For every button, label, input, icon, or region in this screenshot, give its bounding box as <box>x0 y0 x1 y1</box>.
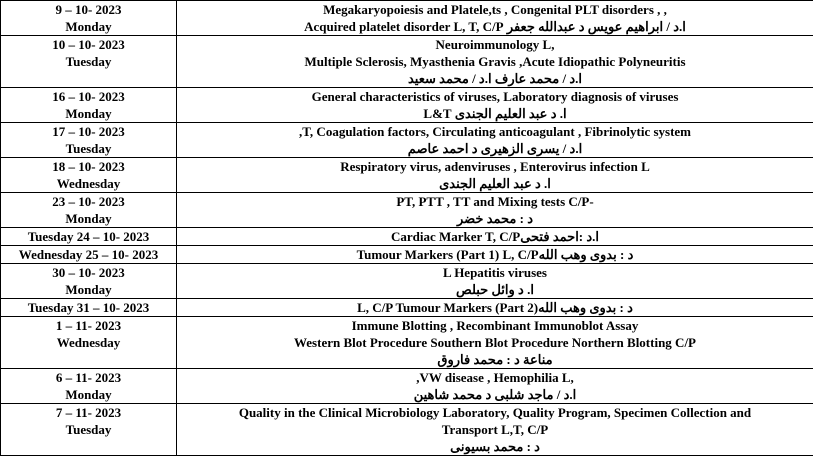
topic-cell <box>177 299 813 317</box>
topic-text: PT, PTT , TT and Mixing tests C/P- <box>396 194 594 209</box>
schedule-row <box>1 123 813 158</box>
date-cell <box>1 228 177 246</box>
date-text: 9 – 10- 2023 <box>55 2 122 17</box>
date-cell <box>1 369 177 404</box>
lecturer-text: Tumour Markers (Part 1) L, C/Pد : بدوى وهب الله <box>356 247 634 262</box>
date-text: 16 – 10- 2023 <box>52 89 125 104</box>
date-text: 1 – 11- 2023 <box>55 318 122 333</box>
topic-text: ,T, Coagulation factors, Circulating anticoagulant , Fibrinolytic system <box>298 124 692 139</box>
schedule-body <box>1 1 813 456</box>
lecturer-text: L, C/P Tumour Markers (Part 2)د : بدوى وهب الله <box>357 300 633 315</box>
topic-cell <box>177 228 813 246</box>
lecturer-text: د : محمد خضر <box>456 211 534 226</box>
topic-text: Megakaryopoiesis and Platele,ts , Congenital PLT disorders , , <box>323 2 667 17</box>
topic-text: Western Blot Procedure Southern Blot Procedure Northern Blotting C/P <box>294 335 696 350</box>
topic-cell <box>177 36 813 88</box>
date-cell <box>1 317 177 369</box>
topic-text: Quality in the Clinical Microbiology Laboratory, Quality Program, Specimen Collection and <box>238 405 752 420</box>
lecturer-text: ا.د / ماجد شلبى د محمد شاهين <box>413 387 577 402</box>
date-cell <box>1 1 177 36</box>
weekday-text: Wednesday <box>56 335 121 350</box>
schedule-row <box>1 1 813 36</box>
weekday-text: Monday <box>65 211 112 226</box>
weekday-text: Monday <box>65 106 112 121</box>
weekday-text: Monday <box>65 282 112 297</box>
schedule-row <box>1 264 813 299</box>
lecturer-text: Cardiac Marker T, C/Pا.د :احمد فتحى <box>390 229 600 244</box>
weekday-text: Tuesday <box>65 54 112 69</box>
lecturer-text: ا. د عبد العليم الجندى L&T <box>423 106 567 121</box>
schedule-row <box>1 36 813 88</box>
weekday-text: Tuesday <box>65 422 112 437</box>
date-cell <box>1 36 177 88</box>
date-text: 6 – 11- 2023 <box>55 370 122 385</box>
lecturer-text: ا.د / محمد عارف ا.د / محمد سعيد <box>407 71 583 86</box>
date-cell <box>1 88 177 123</box>
topic-text: Transport L,T, C/P <box>441 422 549 437</box>
schedule-row <box>1 88 813 123</box>
topic-cell <box>177 317 813 369</box>
date-text: Tuesday 24 – 10- 2023 <box>27 229 150 244</box>
date-cell <box>1 193 177 228</box>
topic-text: Respiratory virus, adenviruses , Enterovirus infection L <box>340 159 650 174</box>
lecturer-text: ا.د / يسرى الزهيرى د احمد عاصم <box>407 141 583 156</box>
schedule-row <box>1 246 813 264</box>
schedule-row <box>1 404 813 456</box>
topic-text: ,VW disease , Hemophilia L, <box>416 370 574 385</box>
date-cell <box>1 264 177 299</box>
lecturer-text: ا. د عبد العليم الجندى <box>439 176 551 191</box>
date-cell <box>1 404 177 456</box>
date-text: Wednesday 25 – 10- 2023 <box>18 247 159 262</box>
topic-cell <box>177 1 813 36</box>
topic-cell <box>177 158 813 193</box>
schedule-row <box>1 317 813 369</box>
topic-text: Neuroimmunology L, <box>435 37 555 52</box>
schedule-row <box>1 369 813 404</box>
topic-text: Immune Blotting , Recombinant Immunoblot Assay <box>351 318 639 333</box>
schedule-row <box>1 158 813 193</box>
date-text: 23 – 10- 2023 <box>52 194 125 209</box>
lecturer-text: ا. د وائل حبلص <box>456 282 534 297</box>
lecturer-text: مناعة د : محمد فاروق <box>437 352 553 367</box>
schedule-row <box>1 228 813 246</box>
topic-cell <box>177 264 813 299</box>
schedule-row <box>1 193 813 228</box>
date-text: 17 – 10- 2023 <box>52 124 125 139</box>
date-cell <box>1 246 177 264</box>
date-text: 30 – 10- 2023 <box>52 265 125 280</box>
weekday-text: Wednesday <box>56 176 121 191</box>
topic-text: L Hepatitis viruses <box>442 265 547 280</box>
topic-text: Multiple Sclerosis, Myasthenia Gravis ,Acute Idiopathic Polyneuritis <box>304 54 686 69</box>
topic-cell <box>177 193 813 228</box>
weekday-text: Monday <box>65 387 112 402</box>
weekday-text: Monday <box>65 19 112 34</box>
topic-cell <box>177 88 813 123</box>
topic-cell <box>177 404 813 456</box>
lecturer-text: ا.د / ابراهيم عويس د عبدالله جعفر Acquired platelet disorder L, T, C/P <box>304 19 686 34</box>
schedule-row <box>1 299 813 317</box>
topic-cell <box>177 369 813 404</box>
date-cell <box>1 123 177 158</box>
weekday-text: Tuesday <box>65 141 112 156</box>
date-cell <box>1 158 177 193</box>
date-cell <box>1 299 177 317</box>
date-text: 7 – 11- 2023 <box>55 405 122 420</box>
lecturer-text: د : محمد بسيونى <box>450 439 540 454</box>
topic-cell <box>177 246 813 264</box>
topic-text: General characteristics of viruses, Laboratory diagnosis of viruses <box>311 89 679 104</box>
date-text: 10 – 10- 2023 <box>52 37 125 52</box>
date-text: Tuesday 31 – 10- 2023 <box>27 300 150 315</box>
date-text: 18 – 10- 2023 <box>52 159 125 174</box>
topic-cell <box>177 123 813 158</box>
